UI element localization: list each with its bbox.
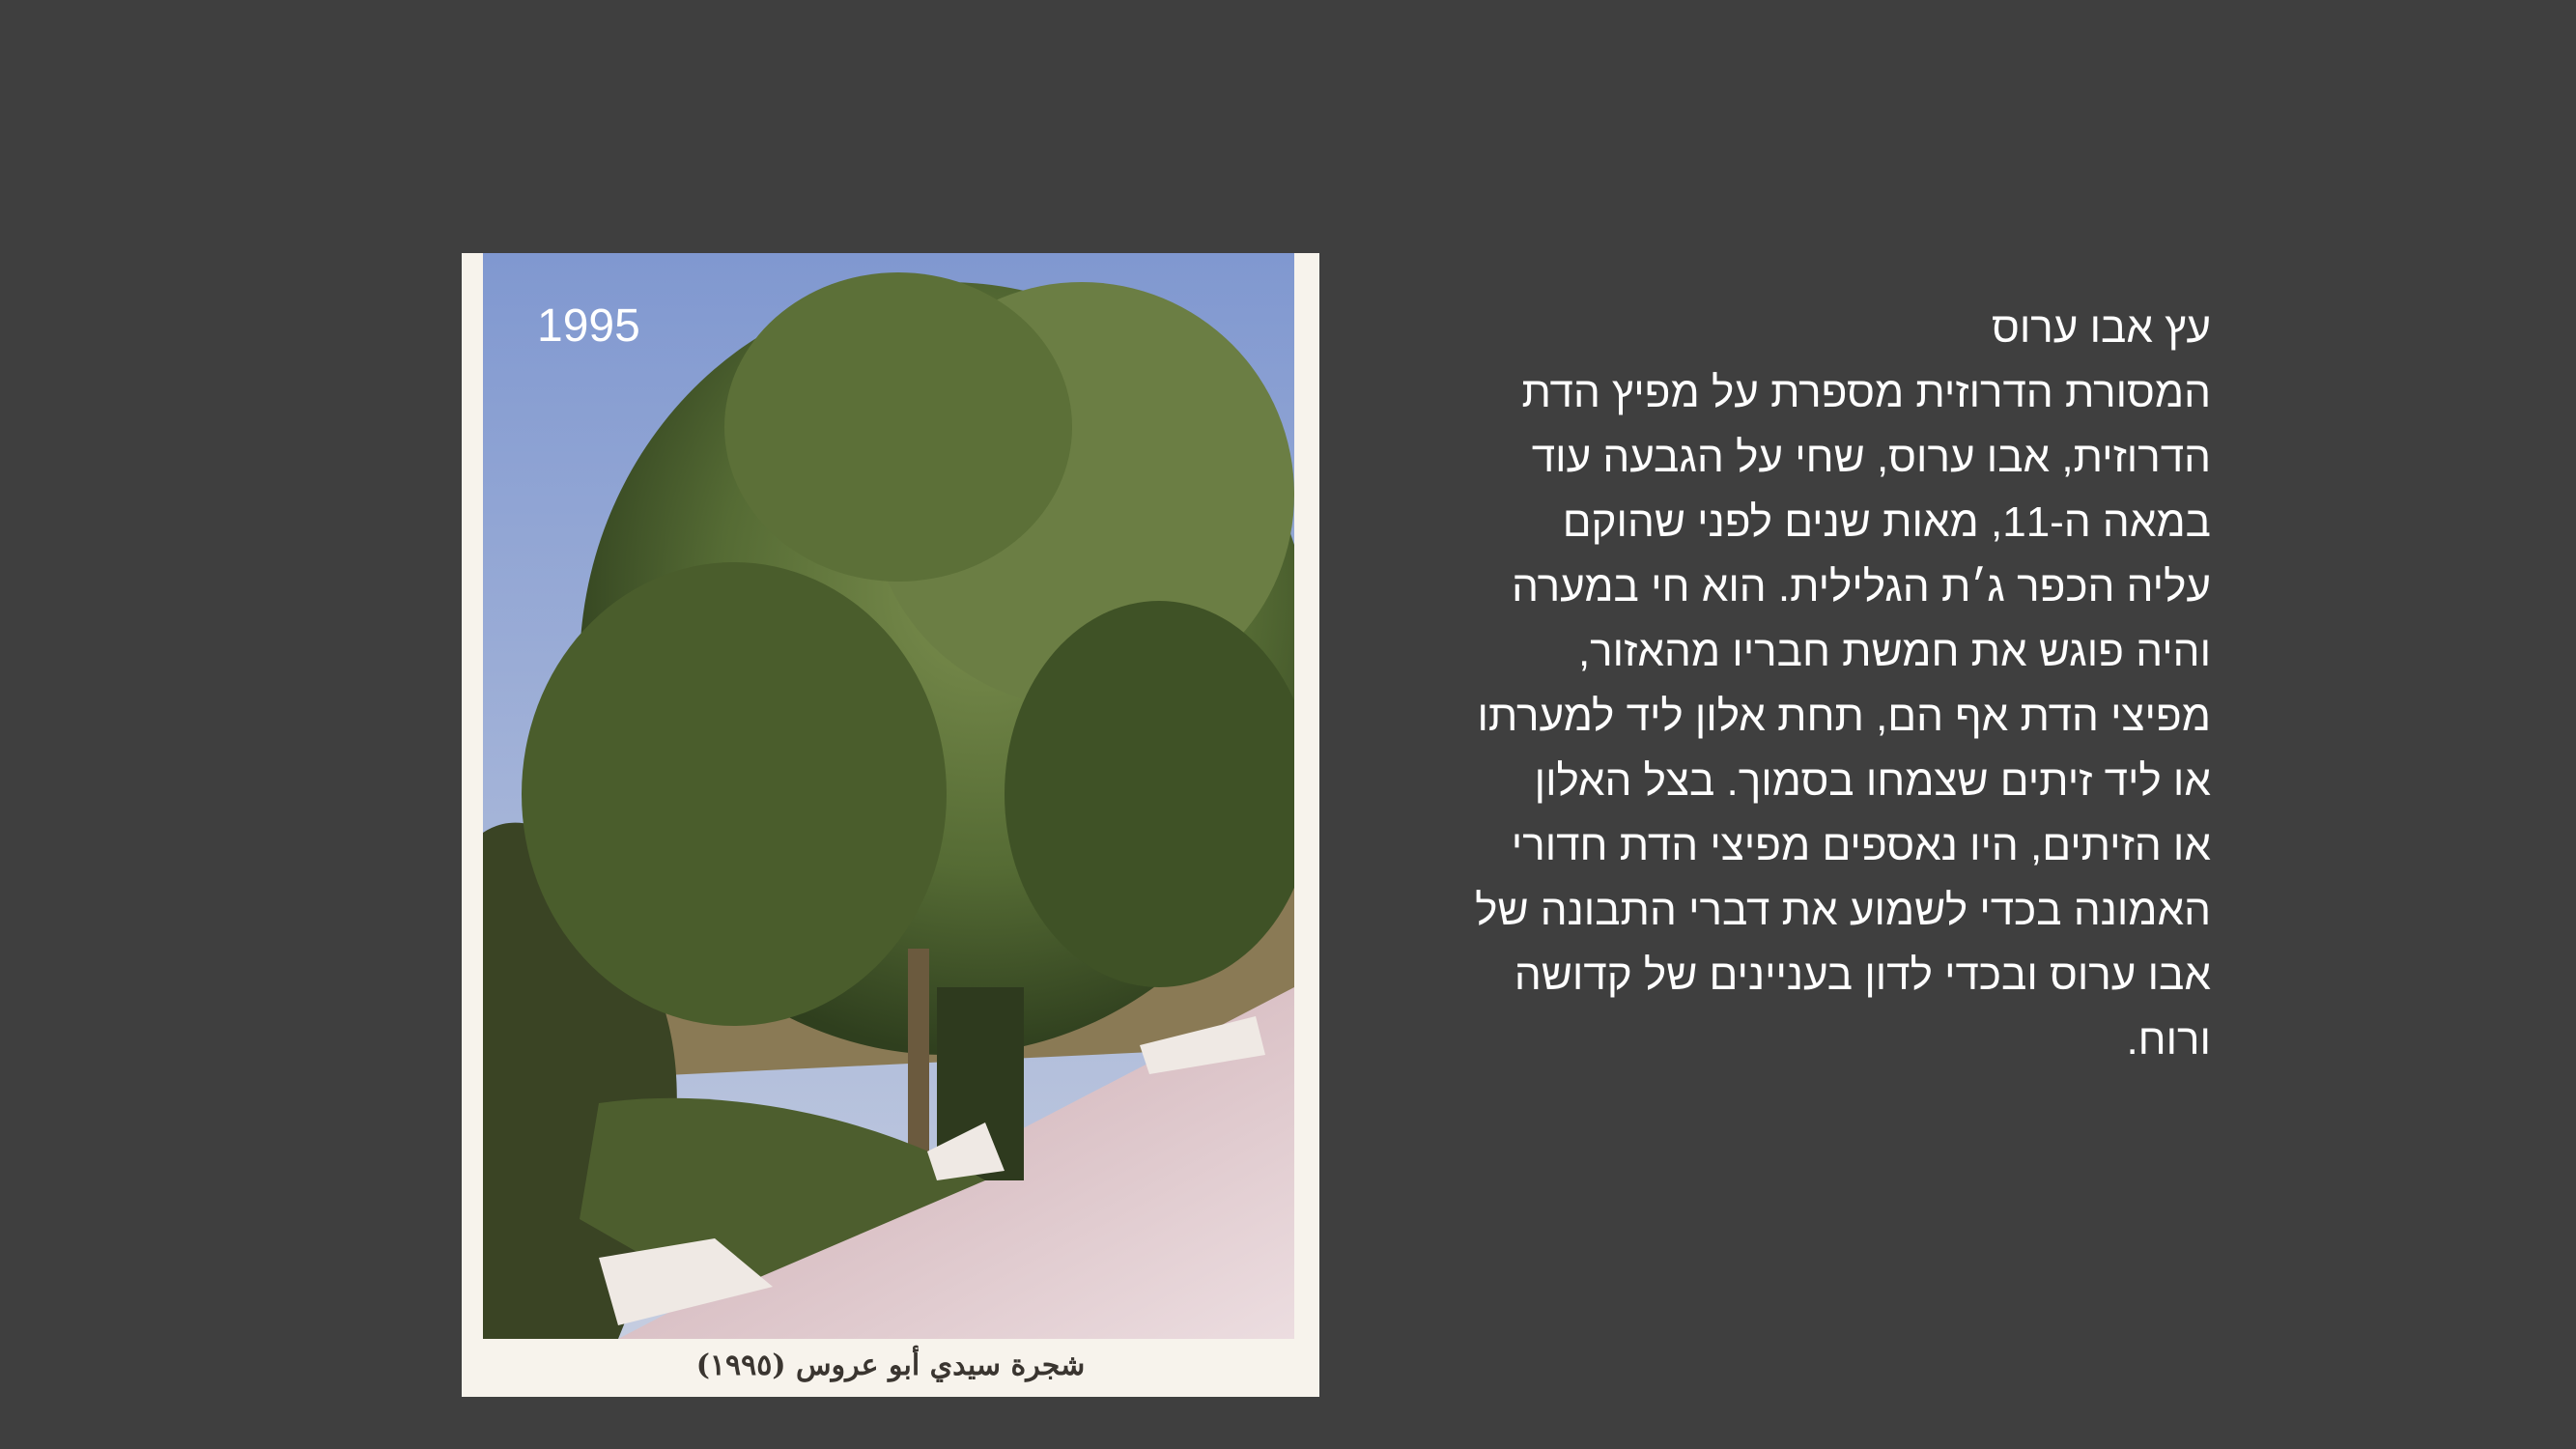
text-line: והיה פוגש את חמשת חבריו מהאזור, xyxy=(1577,628,2211,675)
tree-photo-illustration xyxy=(483,253,1294,1339)
text-line: האמונה בכדי לשמוע את דברי התבונה של xyxy=(1475,887,2211,934)
text-line: המסורת הדרוזית מספרת על מפיץ הדת xyxy=(1521,369,2211,416)
text-line: ורוח. xyxy=(2126,1016,2211,1064)
text-line: הדרוזית, אבו ערוס, שחי על הגבעה עוד xyxy=(1531,434,2211,481)
text-line: במאה ה-11, מאות שנים לפני שהוקם xyxy=(1562,498,2211,546)
tree-photo-frame xyxy=(462,253,1319,1397)
text-title: עץ אבו ערוס xyxy=(1991,304,2211,352)
text-line: מפיצי הדת אף הם, תחת אלון ליד למערתו xyxy=(1477,693,2211,740)
description-text-block xyxy=(1342,296,2211,1072)
year-label: 1995 xyxy=(537,300,640,352)
text-line: או ליד זיתים שצמחו בסמוך. בצל האלון xyxy=(1534,757,2211,805)
text-line: עליה הכפר ג׳ת הגלילית. הוא חי במערה xyxy=(1512,563,2211,611)
tree-photo xyxy=(483,253,1294,1339)
text-line: אבו ערוס ובכדי לדון בעניינים של קדושה xyxy=(1514,952,2211,999)
photo-caption: شجرة سيدي أبو عروس (١٩٩٥) xyxy=(695,1349,1086,1382)
text-line: או הזיתים, היו נאספים מפיצי הדת חדורי xyxy=(1511,822,2211,869)
